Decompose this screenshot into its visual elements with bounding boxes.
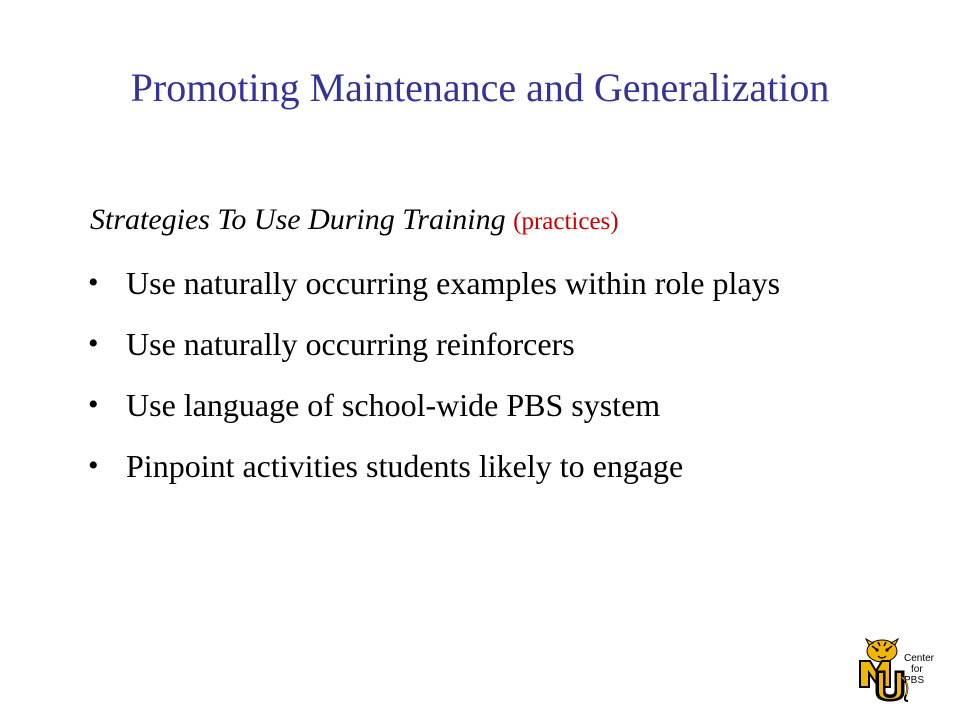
logo-caption [904,653,934,686]
subtitle-note: (practices) [513,208,619,235]
bullet-text: Use naturally occurring examples within role plays [126,265,781,301]
bullet-item [88,323,908,365]
bullet-list [88,262,908,506]
bullet-marker: • [88,388,99,421]
logo-line: PBS [904,675,925,686]
bullet-text: Pinpoint activities students likely to engage [126,448,684,484]
logo-line: for [911,664,923,675]
subtitle-lead: Strategies To Use During Training [90,203,506,236]
bullet-marker: • [88,266,99,299]
bullet-item [88,445,908,487]
bullet-item [88,262,908,304]
slide-title: Promoting Maintenance and Generalization [130,65,830,110]
bullet-text: Use language of school-wide PBS system [126,387,661,423]
logo-line: Center [904,653,935,664]
bullet-item [88,384,908,426]
bullet-text: Use naturally occurring reinforcers [126,326,575,362]
bullet-marker: • [88,449,99,482]
slide-subtitle [90,200,619,242]
bullet-marker: • [88,327,99,360]
